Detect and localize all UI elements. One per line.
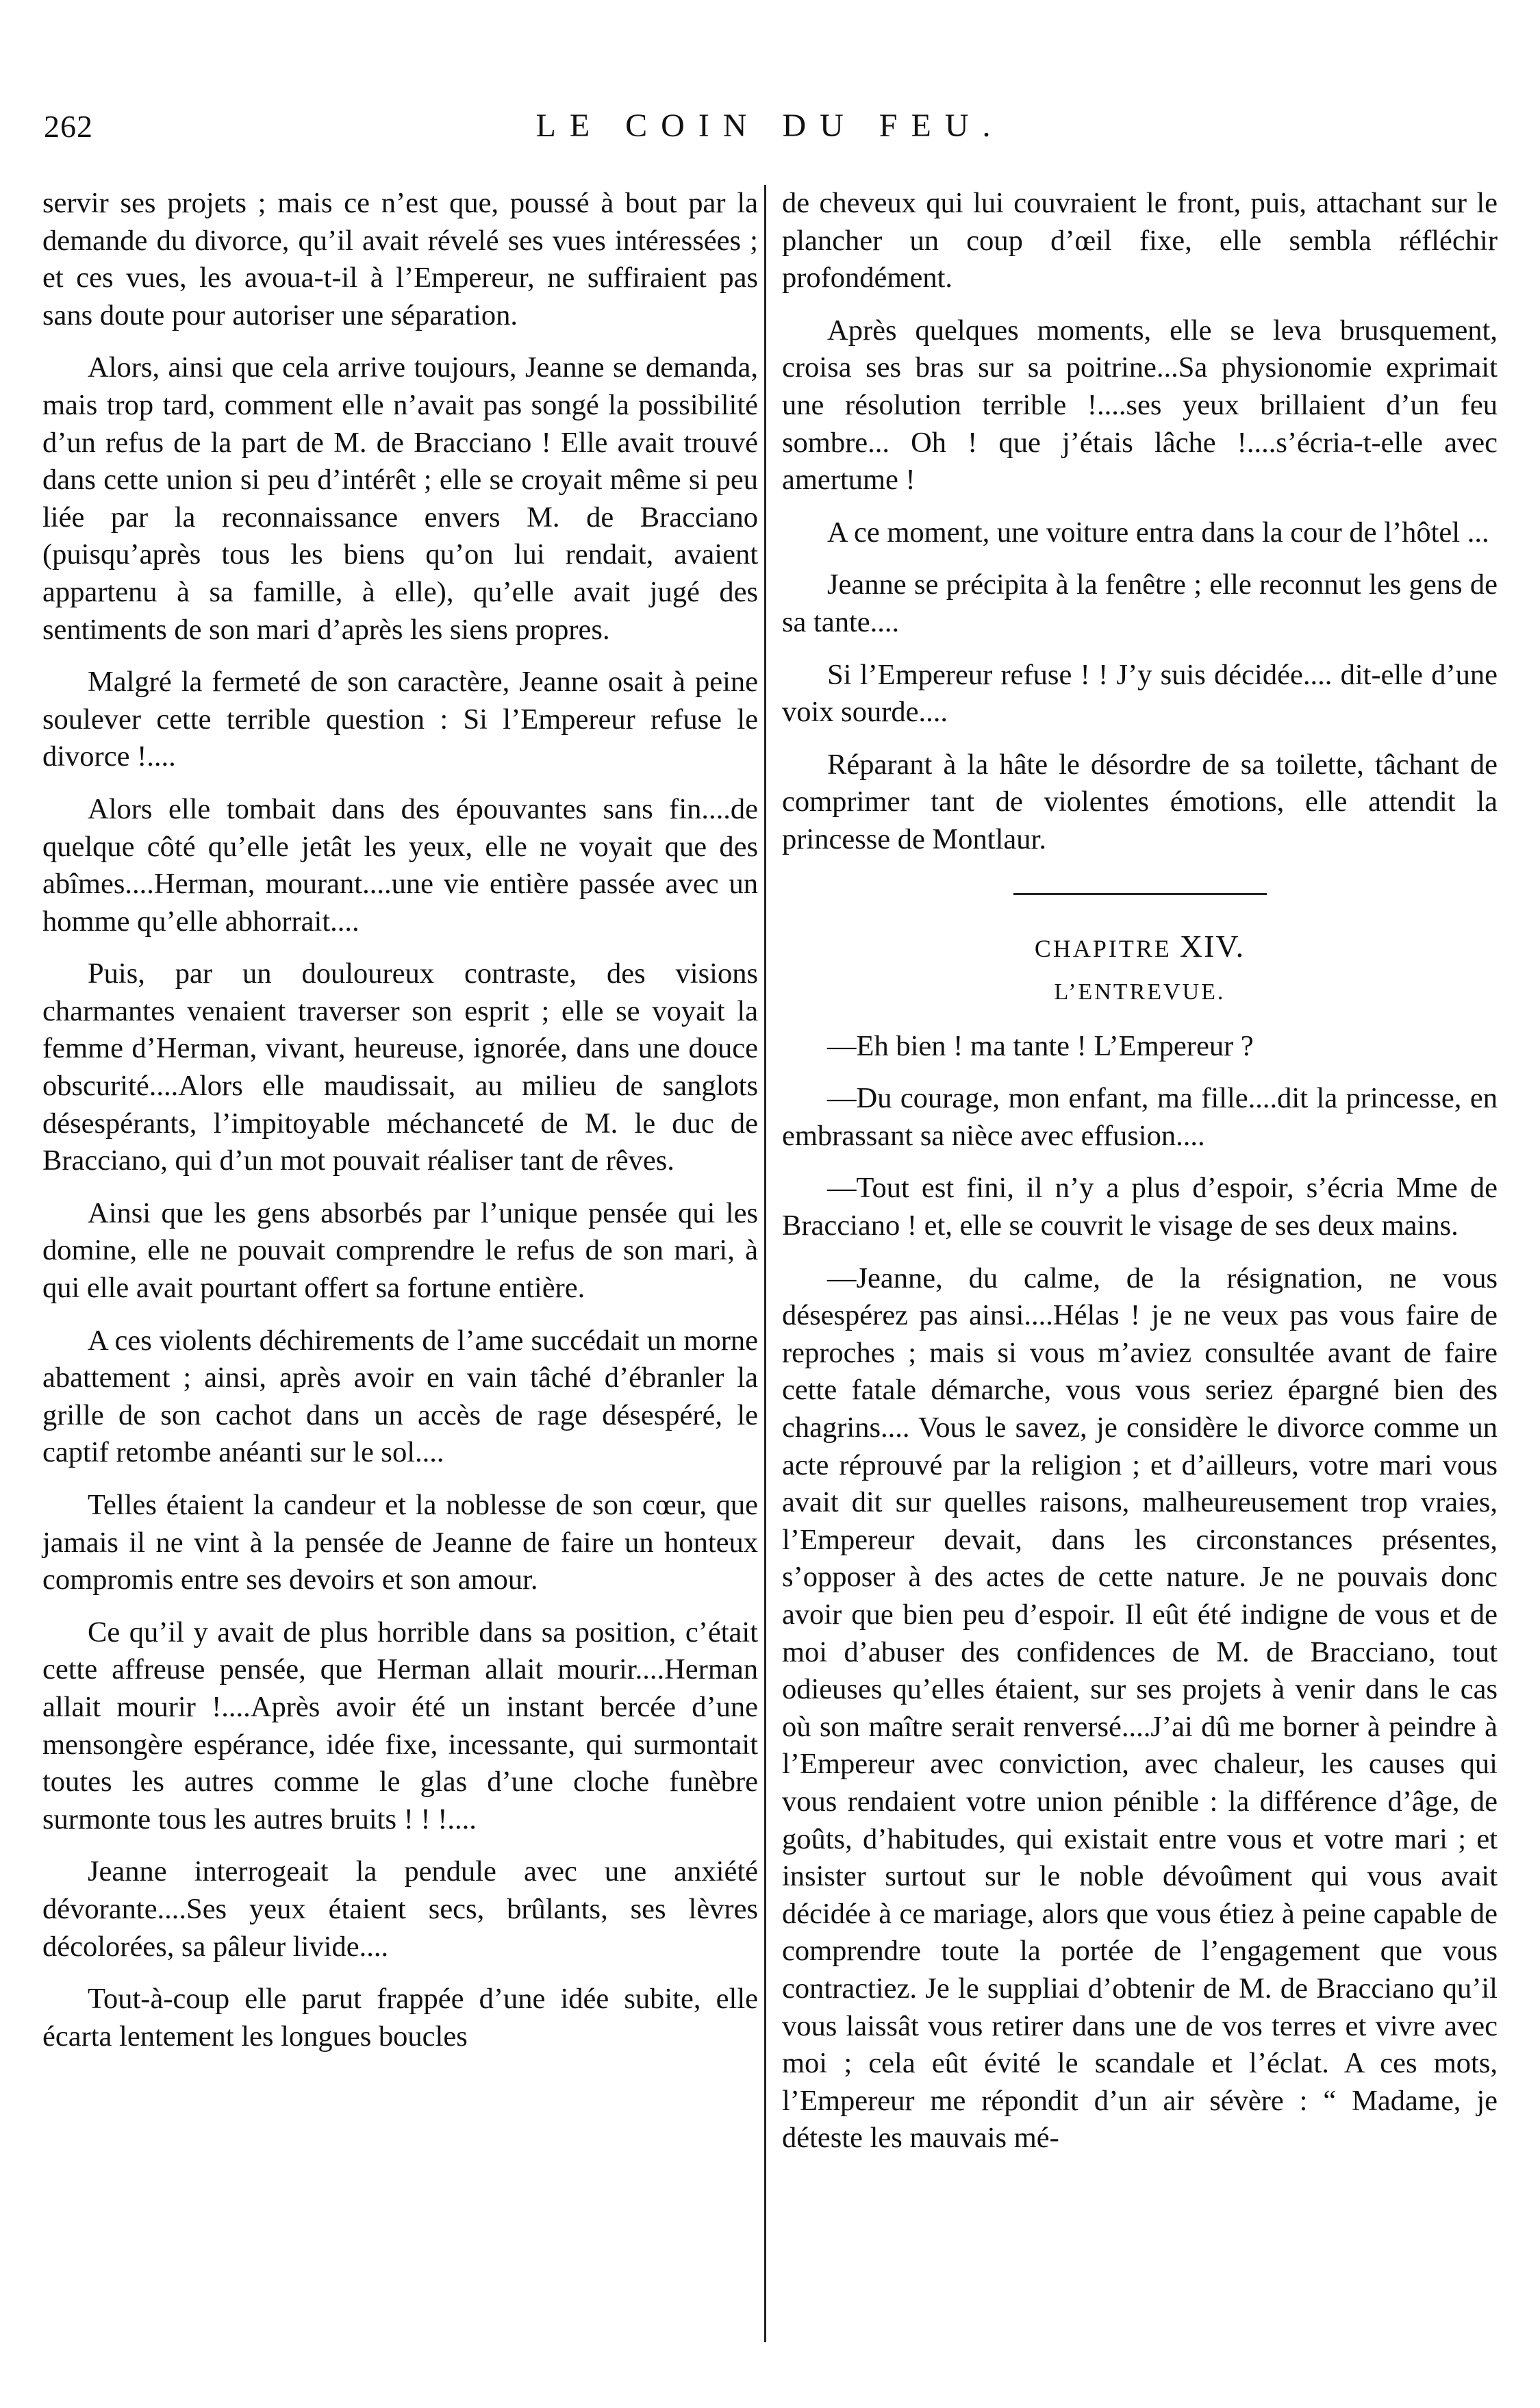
paragraph: Malgré la fermeté de son caractère, Jeanne osait à peine soulever cette terrible question : Si l’Empereur refuse le divorce !.... [42, 666, 758, 773]
paragraph: Ainsi que les gens absorbés par l’unique pensée qui les domine, elle ne pouvait comprendre le refus de son mari, à qui elle avait pourtant offert sa fortune entière. [42, 1196, 758, 1305]
paragraph: Si l’Empereur refuse ! ! J’y suis décidée.... dit-elle d’une voix sourde.... [782, 658, 1498, 729]
dialogue-line: —Tout est fini, il n’y a plus d’espoir, s’écria Mme de Bracciano ! et, elle se couvrit le visage de ses deux mains. [782, 1172, 1498, 1242]
paragraph: Réparant à la hâte le désordre de sa toilette, tâchant de comprimer tant de violentes émotions, elle attendit la princesse de Montlaur. [782, 748, 1498, 855]
paragraph: Après quelques moments, elle se leva brusquement, croisa ses bras sur sa poitrine...Sa physionomie exprimait une résolution terrible !....ses yeux brillaient d’un feu sombre... Oh ! que j’étais lâche !....s’écria-t-elle avec amertume ! [782, 314, 1498, 497]
paragraph: Jeanne interrogeait la pendule avec une anxiété dévorante....Ses yeux étaient secs, brûlants, ses lèvres décolorées, sa pâleur livide.... [42, 1855, 758, 1963]
dialogue-line: —Eh bien ! ma tante ! L’Empereur ? [827, 1029, 1254, 1062]
right-column [782, 185, 1498, 2172]
paragraph: de cheveux qui lui couvraient le front, puis, attachant sur le plancher un coup d’œil fixe, elle sembla réfléchir profondément. [782, 187, 1498, 294]
paragraph: Puis, par un douloureux contraste, des visions charmantes venaient traverser son esprit ; elle se voyait la femme d’Herman, vivant, heureuse, ignorée, dans une douce obscurité....Alors elle maudissait, au milieu de sanglots désespérants, l’impitoyable méchanceté de M. le duc de Bracciano, qui d’un mot pouvait réaliser tant de rêves. [42, 957, 758, 1177]
dialogue-line: —Jeanne, du calme, de la résignation, ne vous désespérez pas ainsi....Hélas ! je ne veux pas vous faire de reproches ; mais si vous m’aviez consultée avant de faire cette fatale démarche, vous vous seriez épargné bien des chagrins.... Vous le savez, je considère le divorce comme un acte réprouvé par la religion ; et d’ailleurs, votre mari vous avait dit sur quelles raisons, malheureusement trop vraies, l’Empereur devait, dans les circonstances présentes, s’opposer à des actes de cette nature. Je ne pouvais donc avoir que bien peu d’espoir. Il eût été indigne de vous et de moi d’abuser des confidences de M. de Bracciano, tout odieuses qu’elles étaient, sur ses projets à venir dans le cas où son maître serait renversé....J’ai dû me borner à peindre à l’Empereur avec conviction, avec chaleur, les causes qui vous rendaient votre union pénible : la différence d’âge, de goûts, d’habitudes, qui existait entre vous et votre mari ; et insister surtout sur le noble dévoûment qui vous avait décidée à ce mariage, alors que vous étiez à peine capable de comprendre toute la portée de l’engagement que vous contractiez. Je le suppliai d’obtenir de M. de Bracciano qu’il vous laissât vous retirer dans une de vos terres et vivre avec moi ; cela eût évité le scandale et l’éclat. A ces mots, l’Empereur me répondit d’un air sévère : “ Madame, je déteste les mauvais mé- [782, 1262, 1498, 2155]
paragraph: A ce moment, une voiture entra dans la cour de l’hôtel ... [827, 516, 1489, 549]
paragraph: Ce qu’il y avait de plus horrible dans sa position, c’était cette affreuse pensée, que Herman allait mourir....Herman allait mourir !....Après avoir été un instant bercée d’une mensongère espérance, idée fixe, incessante, qui surmontait toutes les autres comme le glas d’une cloche funèbre surmonte tous les autres bruits ! ! !.... [42, 1616, 758, 1835]
chapter-heading [782, 928, 1498, 968]
paragraph: servir ses projets ; mais ce n’est que, poussé à bout par la demande du divorce, qu’il avait révelé ses vues intéressées ; et ces vues, les avoua-t-il à l’Empereur, ne suffiraient pas sans doute pour autoriser une séparation. [42, 187, 758, 331]
chapter-number: XIV. [1179, 928, 1246, 964]
column-divider [764, 185, 766, 2342]
paragraph: Jeanne se précipita à la fenêtre ; elle reconnut les gens de sa tante.... [782, 568, 1498, 638]
chapter-separator-rule [1013, 893, 1267, 895]
dialogue-block [782, 1028, 1498, 2157]
paragraph: Telles étaient la candeur et la noblesse de son cœur, que jamais il ne vint à la pensée de Jeanne de faire un honteux compromis entre ses devoirs et son amour. [42, 1489, 758, 1596]
running-title: LE COIN DU FEU. [535, 108, 1005, 144]
paragraph: Tout-à-coup elle parut frappée d’une idée subite, elle écarta lentement les longues boucles [42, 1983, 758, 2053]
chapter-title: L’ENTREVUE. [1054, 979, 1226, 1005]
paragraph: A ces violents déchirements de l’ame succédait un morne abattement ; ainsi, après avoir en vain tâché d’ébranler la grille de son cachot dans un accès de rage désespéré, le captif retombe anéanti sur le sol.... [42, 1324, 758, 1469]
page-number: 262 [44, 109, 93, 144]
left-column [42, 185, 758, 2070]
paragraph: Alors, ainsi que cela arrive toujours, Jeanne se demanda, mais trop tard, comment elle n’avait pas songé la possibilité d’un refus de la part de M. de Bracciano ! Elle avait trouvé dans cette union si peu d’intérêt ; elle se croyait même si peu liée par la reconnaissance envers M. de Bracciano (puisqu’après tous les biens qu’on lui rendait, avaient appartenu à sa famille, à elle), qu’elle avait jugé des sentiments de son mari d’après les siens propres. [42, 351, 758, 646]
chapter-label: CHAPITRE [1034, 934, 1172, 962]
dialogue-line: —Du courage, mon enfant, ma fille....dit la princesse, en embrassant sa nièce avec effusion.... [782, 1082, 1498, 1152]
paragraph: Alors elle tombait dans des épouvantes sans fin....de quelque côté qu’elle jetât les yeux, elle ne voyait que des abîmes....Herman, mourant....une vie entière passée avec un homme qu’elle abhorrait.... [42, 792, 758, 938]
